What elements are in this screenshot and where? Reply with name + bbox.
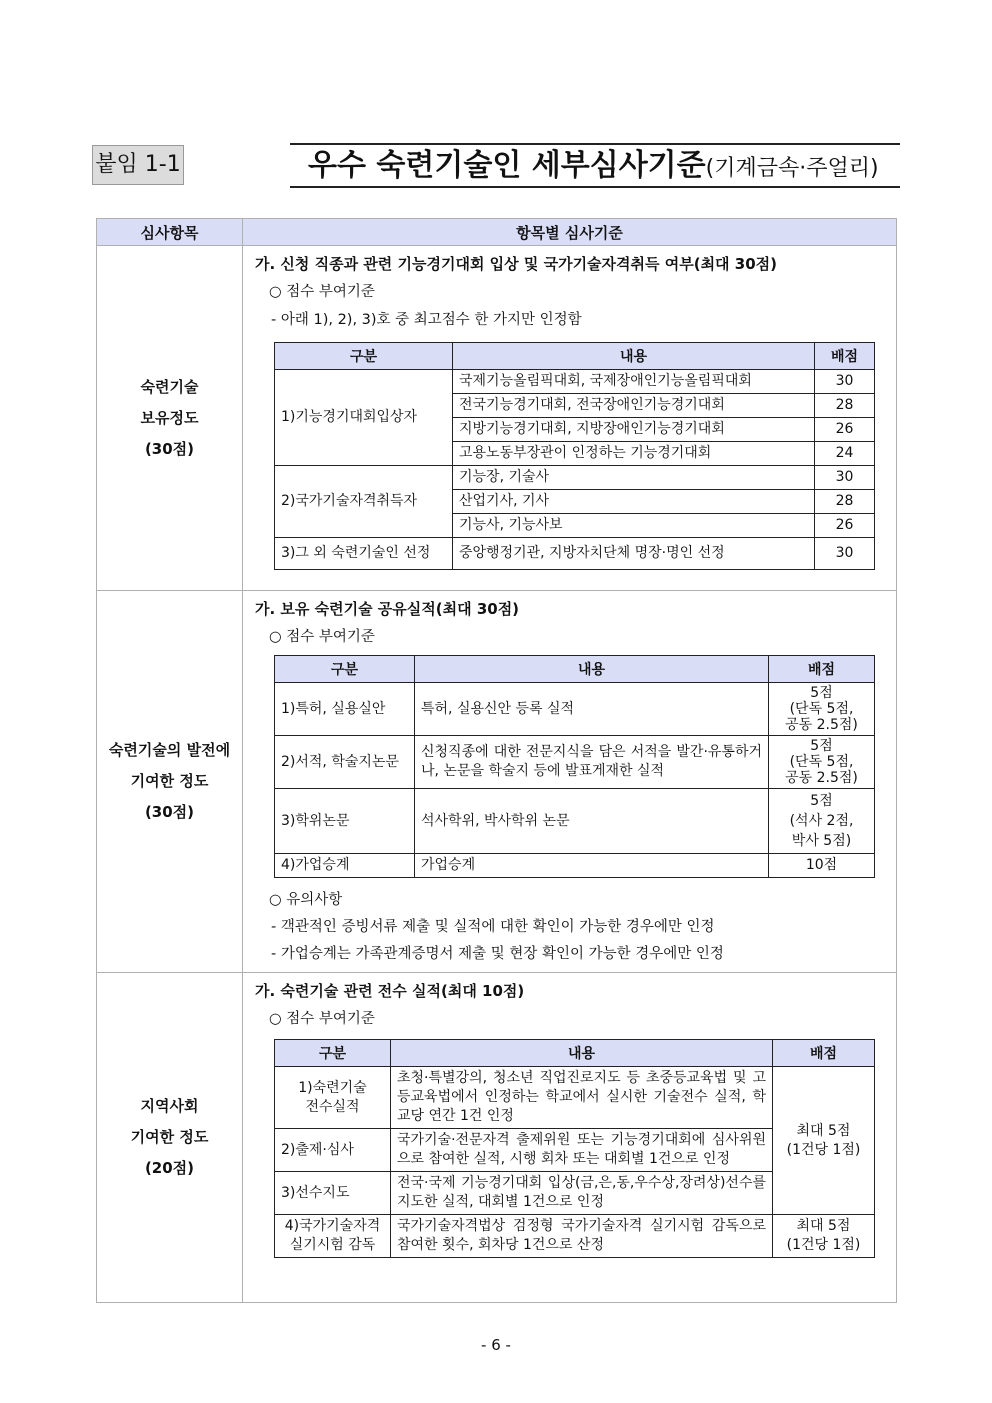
division-cell: 3)선수지도: [275, 1172, 391, 1215]
score-line: (단독 5점,: [789, 701, 854, 717]
note-line: - 객관적인 증빙서류 제출 및 실적에 대한 확인이 가능한 경우에만 인정: [271, 919, 715, 935]
col-content: 내용: [453, 343, 815, 370]
content-cell: 초청·특별강의, 청소년 직업진로지도 등 초중등교육법 및 고등교육법에서 인정하는 학교에서 실시한 기술전수 실적, 학교당 연간 1건 인정: [391, 1067, 773, 1129]
section-row-1: [97, 246, 897, 591]
title-rule-bottom: [290, 186, 900, 188]
criteria-table: [96, 218, 897, 1303]
score-table: [274, 655, 875, 878]
table-row: [275, 538, 875, 570]
table-row: [275, 1067, 875, 1129]
division-line: 실기시험 감독: [289, 1237, 376, 1253]
category-line: 숙련기술: [140, 377, 199, 396]
attachment-badge: 붙임 1-1: [92, 145, 184, 185]
division-cell: [275, 1067, 391, 1129]
table-row: [275, 466, 875, 490]
section-line: ○ 점수 부여기준: [269, 629, 375, 645]
category-line: (20점): [144, 1159, 195, 1177]
criteria-cell: [243, 973, 897, 1303]
score-line: (1건당 1점): [786, 1141, 861, 1158]
section-row-3: [97, 973, 897, 1303]
score-table: [274, 1039, 875, 1258]
score-line: 최대 5점: [796, 1218, 851, 1234]
table-row: [275, 789, 875, 854]
category-line: 기여한 정도: [130, 772, 209, 790]
score-cell: 28: [815, 394, 875, 418]
section-heading: 가. 보유 숙련기술 공유실적(최대 30점): [255, 600, 520, 618]
division-cell: 1)기능경기대회입상자: [275, 370, 453, 466]
category-line: 기여한 정도: [130, 1128, 209, 1146]
score-table-header: [275, 1040, 875, 1067]
score-cell: [773, 1067, 875, 1215]
score-cell: [769, 683, 875, 736]
content-cell: 전국기능경기대회, 전국장애인기능경기대회: [453, 394, 815, 418]
content-cell: 신청직종에 대한 전문지식을 담은 서적을 발간·유통하거나, 논문을 학술지 등에 발표게재한 실적: [415, 736, 769, 789]
category-cell: [97, 973, 243, 1303]
table-row: [275, 854, 875, 878]
content-cell: 고용노동부장관이 인정하는 기능경기대회: [453, 442, 815, 466]
table-row: [275, 736, 875, 789]
division-cell: [275, 1215, 391, 1258]
score-line: 박사 5점): [791, 833, 852, 849]
division-cell: 4)가업승계: [275, 854, 415, 878]
score-cell: 10점: [769, 854, 875, 878]
col-division: 구분: [275, 1040, 391, 1067]
score-cell: 30: [815, 370, 875, 394]
col-division: 구분: [275, 656, 415, 683]
content-cell: 국가기술자격법상 검정형 국가기술자격 실기시험 감독으로 참여한 횟수, 회차당 1건으로 산정: [391, 1215, 773, 1258]
score-cell: [773, 1215, 875, 1258]
category-line: (30점): [144, 439, 195, 458]
col-score: 배점: [773, 1040, 875, 1067]
content-cell: 기능사, 기능사보: [453, 514, 815, 538]
division-line: 전수실적: [305, 1098, 360, 1115]
division-cell: 2)국가기술자격취득자: [275, 466, 453, 538]
division-cell: 3)그 외 숙련기술인 선정: [275, 538, 453, 570]
content-cell: 석사학위, 박사학위 논문: [415, 789, 769, 854]
score-table-header: [275, 656, 875, 683]
score-line: 5점: [810, 793, 833, 809]
division-cell: 2)서적, 학술지논문: [275, 736, 415, 789]
score-line: 공동 2.5점): [785, 717, 858, 733]
category-line: (30점): [144, 803, 195, 821]
content-cell: 산업기사, 기사: [453, 490, 815, 514]
title-main: 우수 숙련기술인 세부심사기준: [308, 148, 706, 183]
section-row-2: [97, 591, 897, 973]
content-cell: 국제기능올림픽대회, 국제장애인기능올림픽대회: [453, 370, 815, 394]
criteria-cell: [243, 246, 897, 591]
division-line: 4)국가기술자격: [284, 1218, 381, 1234]
content-cell: 중앙행정기관, 지방자치단체 명장·명인 선정: [453, 538, 815, 570]
col-score: 배점: [769, 656, 875, 683]
title-sub: (기계금속·주얼리): [705, 156, 879, 181]
score-cell: 28: [815, 490, 875, 514]
division-cell: 3)학위논문: [275, 789, 415, 854]
score-cell: 26: [815, 418, 875, 442]
score-line: 공동 2.5점): [785, 770, 858, 786]
col-criteria: 항목별 심사기준: [243, 219, 897, 246]
content-cell: 기능장, 기술사: [453, 466, 815, 490]
section-line: - 아래 1), 2), 3)호 중 최고점수 한 가지만 인정함: [271, 312, 582, 328]
section-line: ○ 점수 부여기준: [269, 1011, 375, 1027]
table-row: [275, 1215, 875, 1258]
criteria-cell: [243, 591, 897, 973]
score-cell: 30: [815, 466, 875, 490]
category-line: 보유정도: [140, 408, 199, 427]
content-cell: 가업승계: [415, 854, 769, 878]
notes-title: ○ 유의사항: [269, 892, 343, 908]
score-cell: [769, 789, 875, 854]
category-cell: [97, 246, 243, 591]
score-line: (석사 2점,: [789, 813, 854, 829]
division-cell: 1)특허, 실용실안: [275, 683, 415, 736]
section-line: ○ 점수 부여기준: [269, 284, 375, 300]
score-line: 최대 5점: [796, 1122, 851, 1139]
content-cell: 특허, 실용신안 등록 실적: [415, 683, 769, 736]
criteria-header-row: [97, 219, 897, 246]
score-line: 5점: [810, 738, 833, 754]
col-category: 심사항목: [97, 219, 243, 246]
page-number: - 6 -: [481, 1336, 511, 1354]
score-cell: 24: [815, 442, 875, 466]
score-line: 5점: [810, 685, 833, 701]
col-score: 배점: [815, 343, 875, 370]
col-content: 내용: [415, 656, 769, 683]
score-cell: [769, 736, 875, 789]
content-cell: 전국·국제 기능경기대회 입상(금,은,동,우수상,장려상)선수를 지도한 실적, 대회별 1건으로 인정: [391, 1172, 773, 1215]
table-row: [275, 370, 875, 394]
page-title: [308, 146, 879, 189]
section-heading: 가. 신청 직종과 관련 기능경기대회 입상 및 국가기술자격취득 여부(최대 30점): [255, 255, 777, 273]
section-heading: 가. 숙련기술 관련 전수 실적(최대 10점): [255, 982, 525, 1000]
category-line: 숙련기술의 발전에: [108, 741, 231, 759]
division-line: 1)숙련기술: [298, 1079, 367, 1096]
document-header: [92, 143, 900, 189]
title-rule-top: [290, 143, 900, 145]
score-cell: 30: [815, 538, 875, 570]
content-cell: 국가기술·전문자격 출제위원 또는 기능경기대회에 심사위원으로 참여한 실적, 시행 회차 또는 대회별 1건으로 인정: [391, 1129, 773, 1172]
score-line: (1건당 1점): [786, 1237, 861, 1253]
note-line: - 가업승계는 가족관계증명서 제출 및 현장 확인이 가능한 경우에만 인정: [271, 946, 724, 962]
category-line: 지역사회: [140, 1097, 199, 1115]
content-cell: 지방기능경기대회, 지방장애인기능경기대회: [453, 418, 815, 442]
col-content: 내용: [391, 1040, 773, 1067]
score-cell: 26: [815, 514, 875, 538]
score-table: [274, 342, 875, 570]
score-line: (단독 5점,: [789, 754, 854, 770]
col-division: 구분: [275, 343, 453, 370]
division-cell: 2)출제·심사: [275, 1129, 391, 1172]
score-table-header: [275, 343, 875, 370]
category-cell: [97, 591, 243, 973]
table-row: [275, 683, 875, 736]
